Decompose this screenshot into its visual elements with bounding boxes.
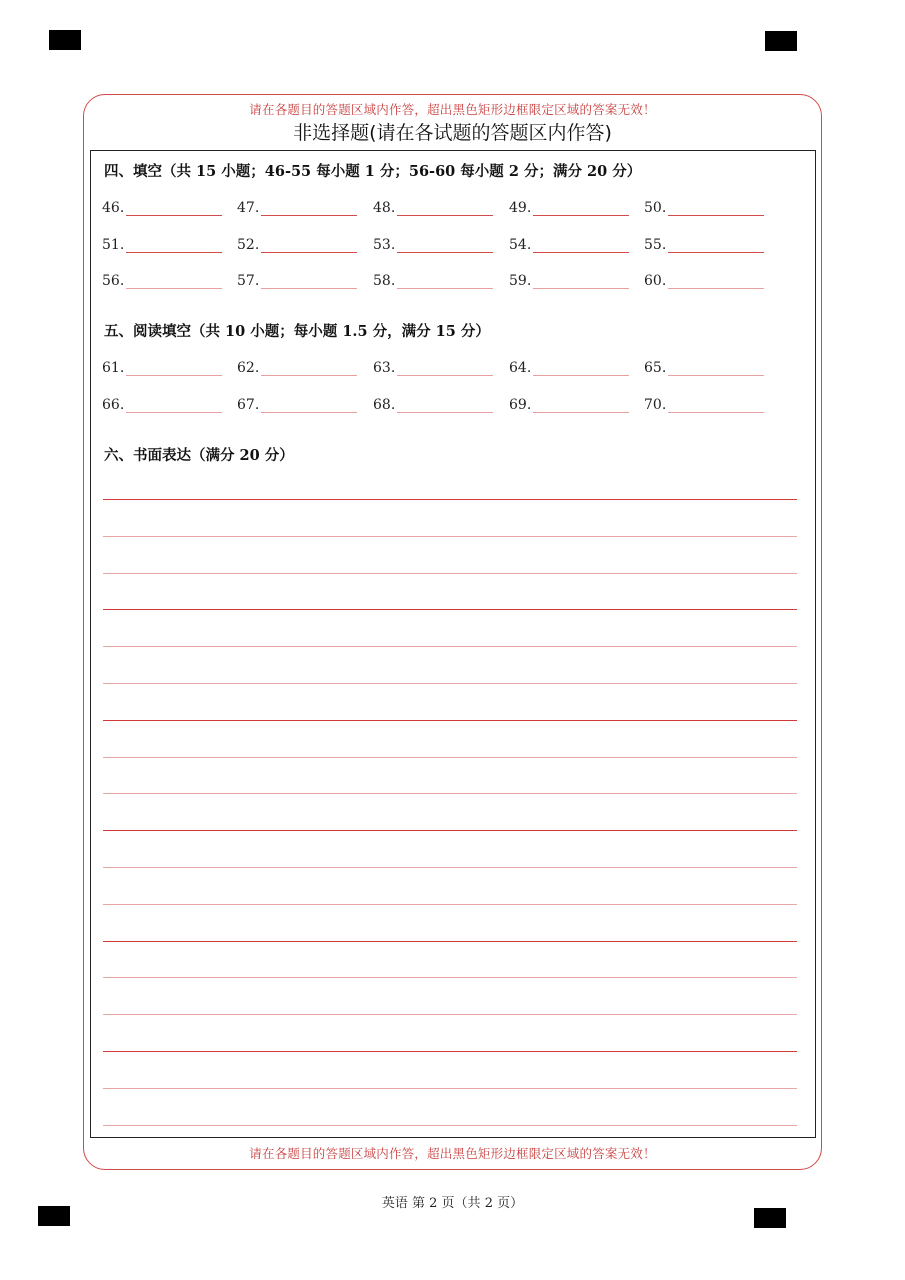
question-number: 64. — [509, 360, 532, 376]
answer-line[interactable] — [397, 375, 493, 376]
answer-line[interactable] — [126, 288, 222, 289]
blank-row — [0, 237, 905, 257]
writing-line[interactable] — [103, 1051, 797, 1052]
question-number: 67. — [237, 397, 260, 413]
question-number: 46. — [102, 200, 125, 216]
answer-line[interactable] — [668, 375, 764, 376]
blank-row — [0, 273, 905, 293]
answer-line[interactable] — [126, 375, 222, 376]
question-number: 63. — [373, 360, 396, 376]
writing-line[interactable] — [103, 757, 797, 758]
answer-line[interactable] — [261, 215, 357, 216]
warning-bottom: 请在各题目的答题区域内作答，超出黑色矩形边框限定区域的答案无效！ — [249, 1146, 656, 1161]
answer-line[interactable] — [261, 252, 357, 253]
writing-line[interactable] — [103, 904, 797, 905]
answer-line[interactable] — [261, 375, 357, 376]
writing-line[interactable] — [103, 977, 797, 978]
question-number: 61. — [102, 360, 125, 376]
section4-heading: 四、填空（共 15 小题；46-55 每小题 1 分；56-60 每小题 2 分；满分 20 分） — [104, 163, 642, 180]
writing-line[interactable] — [103, 573, 797, 574]
question-number: 53. — [373, 237, 396, 253]
writing-line[interactable] — [103, 830, 797, 831]
answer-line[interactable] — [533, 215, 629, 216]
section5-heading: 五、阅读填空（共 10 小题；每小题 1.5 分，满分 15 分） — [104, 323, 490, 340]
writing-line[interactable] — [103, 1014, 797, 1015]
registration-mark-top-left — [49, 30, 81, 50]
writing-line[interactable] — [103, 793, 797, 794]
writing-line[interactable] — [103, 1125, 797, 1126]
answer-line[interactable] — [261, 412, 357, 413]
writing-line[interactable] — [103, 646, 797, 647]
blank-row — [0, 200, 905, 220]
answer-line[interactable] — [668, 252, 764, 253]
writing-line[interactable] — [103, 1088, 797, 1089]
answer-line[interactable] — [397, 252, 493, 253]
registration-mark-bottom-right — [754, 1208, 786, 1228]
writing-line[interactable] — [103, 499, 797, 500]
answer-line[interactable] — [261, 288, 357, 289]
writing-line[interactable] — [103, 720, 797, 721]
writing-line[interactable] — [103, 536, 797, 537]
question-number: 60. — [644, 273, 667, 289]
answer-line[interactable] — [533, 252, 629, 253]
answer-line[interactable] — [397, 412, 493, 413]
answer-area-inner-frame — [90, 150, 816, 1138]
question-number: 57. — [237, 273, 260, 289]
page-footer: 英语 第 2 页（共 2 页） — [381, 1196, 524, 1211]
question-number: 66. — [102, 397, 125, 413]
answer-line[interactable] — [126, 215, 222, 216]
answer-line[interactable] — [668, 288, 764, 289]
answer-line[interactable] — [533, 288, 629, 289]
question-number: 47. — [237, 200, 260, 216]
question-number: 51. — [102, 237, 125, 253]
registration-mark-top-right — [765, 31, 797, 51]
answer-line[interactable] — [533, 375, 629, 376]
warning-top: 请在各题目的答题区域内作答，超出黑色矩形边框限定区域的答案无效！ — [249, 102, 656, 117]
writing-line[interactable] — [103, 941, 797, 942]
writing-line[interactable] — [103, 609, 797, 610]
answer-line[interactable] — [668, 215, 764, 216]
answer-line[interactable] — [126, 412, 222, 413]
question-number: 70. — [644, 397, 667, 413]
question-number: 48. — [373, 200, 396, 216]
answer-line[interactable] — [668, 412, 764, 413]
answer-line[interactable] — [397, 215, 493, 216]
writing-line[interactable] — [103, 867, 797, 868]
section6-heading: 六、书面表达（满分 20 分） — [104, 447, 294, 464]
question-number: 68. — [373, 397, 396, 413]
question-number: 65. — [644, 360, 667, 376]
blank-row — [0, 360, 905, 380]
question-number: 49. — [509, 200, 532, 216]
question-number: 54. — [509, 237, 532, 253]
answer-line[interactable] — [533, 412, 629, 413]
question-number: 62. — [237, 360, 260, 376]
question-number: 52. — [237, 237, 260, 253]
answer-line[interactable] — [397, 288, 493, 289]
answer-line[interactable] — [126, 252, 222, 253]
page-title: 非选择题(请在各试题的答题区内作答) — [293, 122, 612, 144]
blank-row — [0, 397, 905, 417]
writing-line[interactable] — [103, 683, 797, 684]
question-number: 58. — [373, 273, 396, 289]
question-number: 55. — [644, 237, 667, 253]
question-number: 69. — [509, 397, 532, 413]
question-number: 50. — [644, 200, 667, 216]
question-number: 59. — [509, 273, 532, 289]
question-number: 56. — [102, 273, 125, 289]
